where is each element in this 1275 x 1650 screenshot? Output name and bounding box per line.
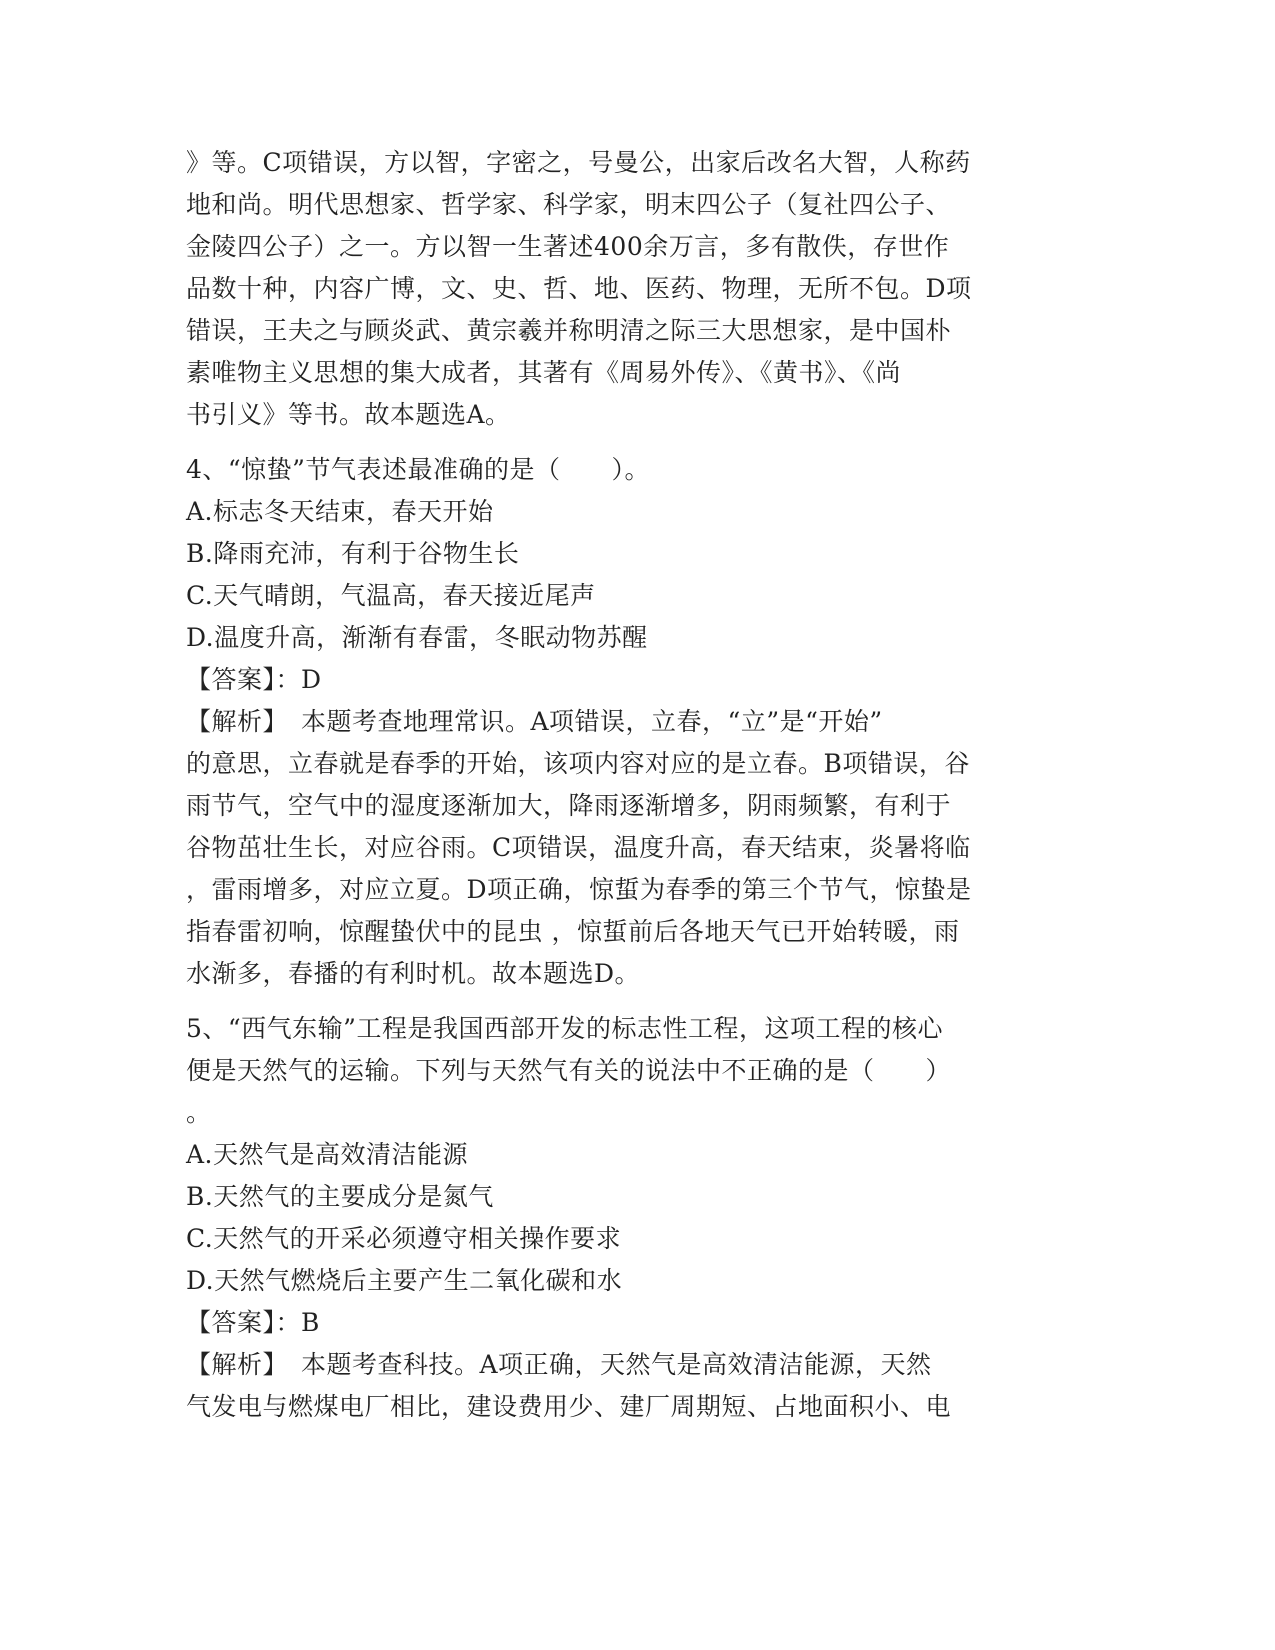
question-4-explanation-line: 指春雷初响，惊醒蛰伏中的昆虫 ，惊蜇前后各地天气已开始转暖，雨 (186, 917, 960, 946)
question-5-explanation-line: 气发电与燃煤电厂相比，建设费用少、建厂周期短、占地面积小、电 (186, 1392, 952, 1421)
question-4-explanation-line: 水渐多，春播的有利时机。故本题选D。 (186, 959, 641, 988)
q3-explanation-line: 错误，王夫之与顾炎武、黄宗羲并称明清之际三大思想家，是中国朴 (186, 316, 952, 345)
question-4-explanation-line: ，雷雨增多，对应立夏。D项正确，惊蜇为春季的第三个节气，惊蛰是 (186, 875, 972, 904)
question-5-explanation-line: 【解析】 本题考查科技。A项正确，天然气是高效清洁能源，天然 (186, 1350, 932, 1379)
question-4-explanation-line: 雨节气，空气中的湿度逐渐加大，降雨逐渐增多，阴雨频繁，有利于 (186, 791, 952, 820)
question-4-option-c: C.天气晴朗，气温高，春天接近尾声 (186, 581, 596, 610)
question-4-explanation-line: 【解析】 本题考查地理常识。A项错误，立春，“立”是“开始” (186, 707, 883, 736)
q3-explanation-line: 书引义》等书。故本题选A。 (186, 400, 511, 429)
question-4-option-b: B.降雨充沛，有利于谷物生长 (186, 539, 520, 568)
q3-explanation-line: 品数十种，内容广博，文、史、哲、地、医药、物理，无所不包。D项 (186, 274, 972, 303)
question-5-option-a: A.天然气是高效清洁能源 (186, 1140, 469, 1169)
q3-explanation-line: 金陵四公子）之一。方以智一生著述400余万言，多有散佚，存世作 (186, 232, 950, 261)
question-4-stem: 4、“惊蛰”节气表述最准确的是（ ）。 (186, 455, 650, 484)
q3-explanation-line: 地和尚。明代思想家、哲学家、科学家，明末四公子（复社四公子、 (186, 190, 952, 219)
question-5-answer: 【答案】：B (186, 1308, 320, 1337)
question-4-option-a: A.标志冬天结束，春天开始 (186, 497, 494, 526)
question-4-explanation-line: 谷物茁壮生长，对应谷雨。C项错误，温度升高，春天结束，炎暑将临 (186, 833, 971, 862)
question-5-stem-line: 5、“西气东输”工程是我国西部开发的标志性工程，这项工程的核心 (186, 1014, 943, 1043)
q3-explanation-line: 》等。C项错误，方以智，字密之，号曼公，出家后改名大智，人称药 (186, 148, 971, 177)
question-4-answer: 【答案】：D (186, 665, 322, 694)
question-5-option-d: D.天然气燃烧后主要产生二氧化碳和水 (186, 1266, 623, 1295)
question-5-option-b: B.天然气的主要成分是氮气 (186, 1182, 494, 1211)
q3-explanation-line: 素唯物主义思想的集大成者，其著有《周易外传》、《黄书》、《尚 (186, 358, 902, 387)
question-5-stem-line: 便是天然气的运输。下列与天然气有关的说法中不正确的是（ ） (186, 1056, 952, 1085)
question-4-explanation-line: 的意思，立春就是春季的开始，该项内容对应的是立春。B项错误，谷 (186, 749, 970, 778)
question-5-stem-line: 。 (186, 1098, 212, 1127)
question-5-option-c: C.天然气的开采必须遵守相关操作要求 (186, 1224, 622, 1253)
question-4-option-d: D.温度升高，渐渐有春雷，冬眠动物苏醒 (186, 623, 648, 652)
